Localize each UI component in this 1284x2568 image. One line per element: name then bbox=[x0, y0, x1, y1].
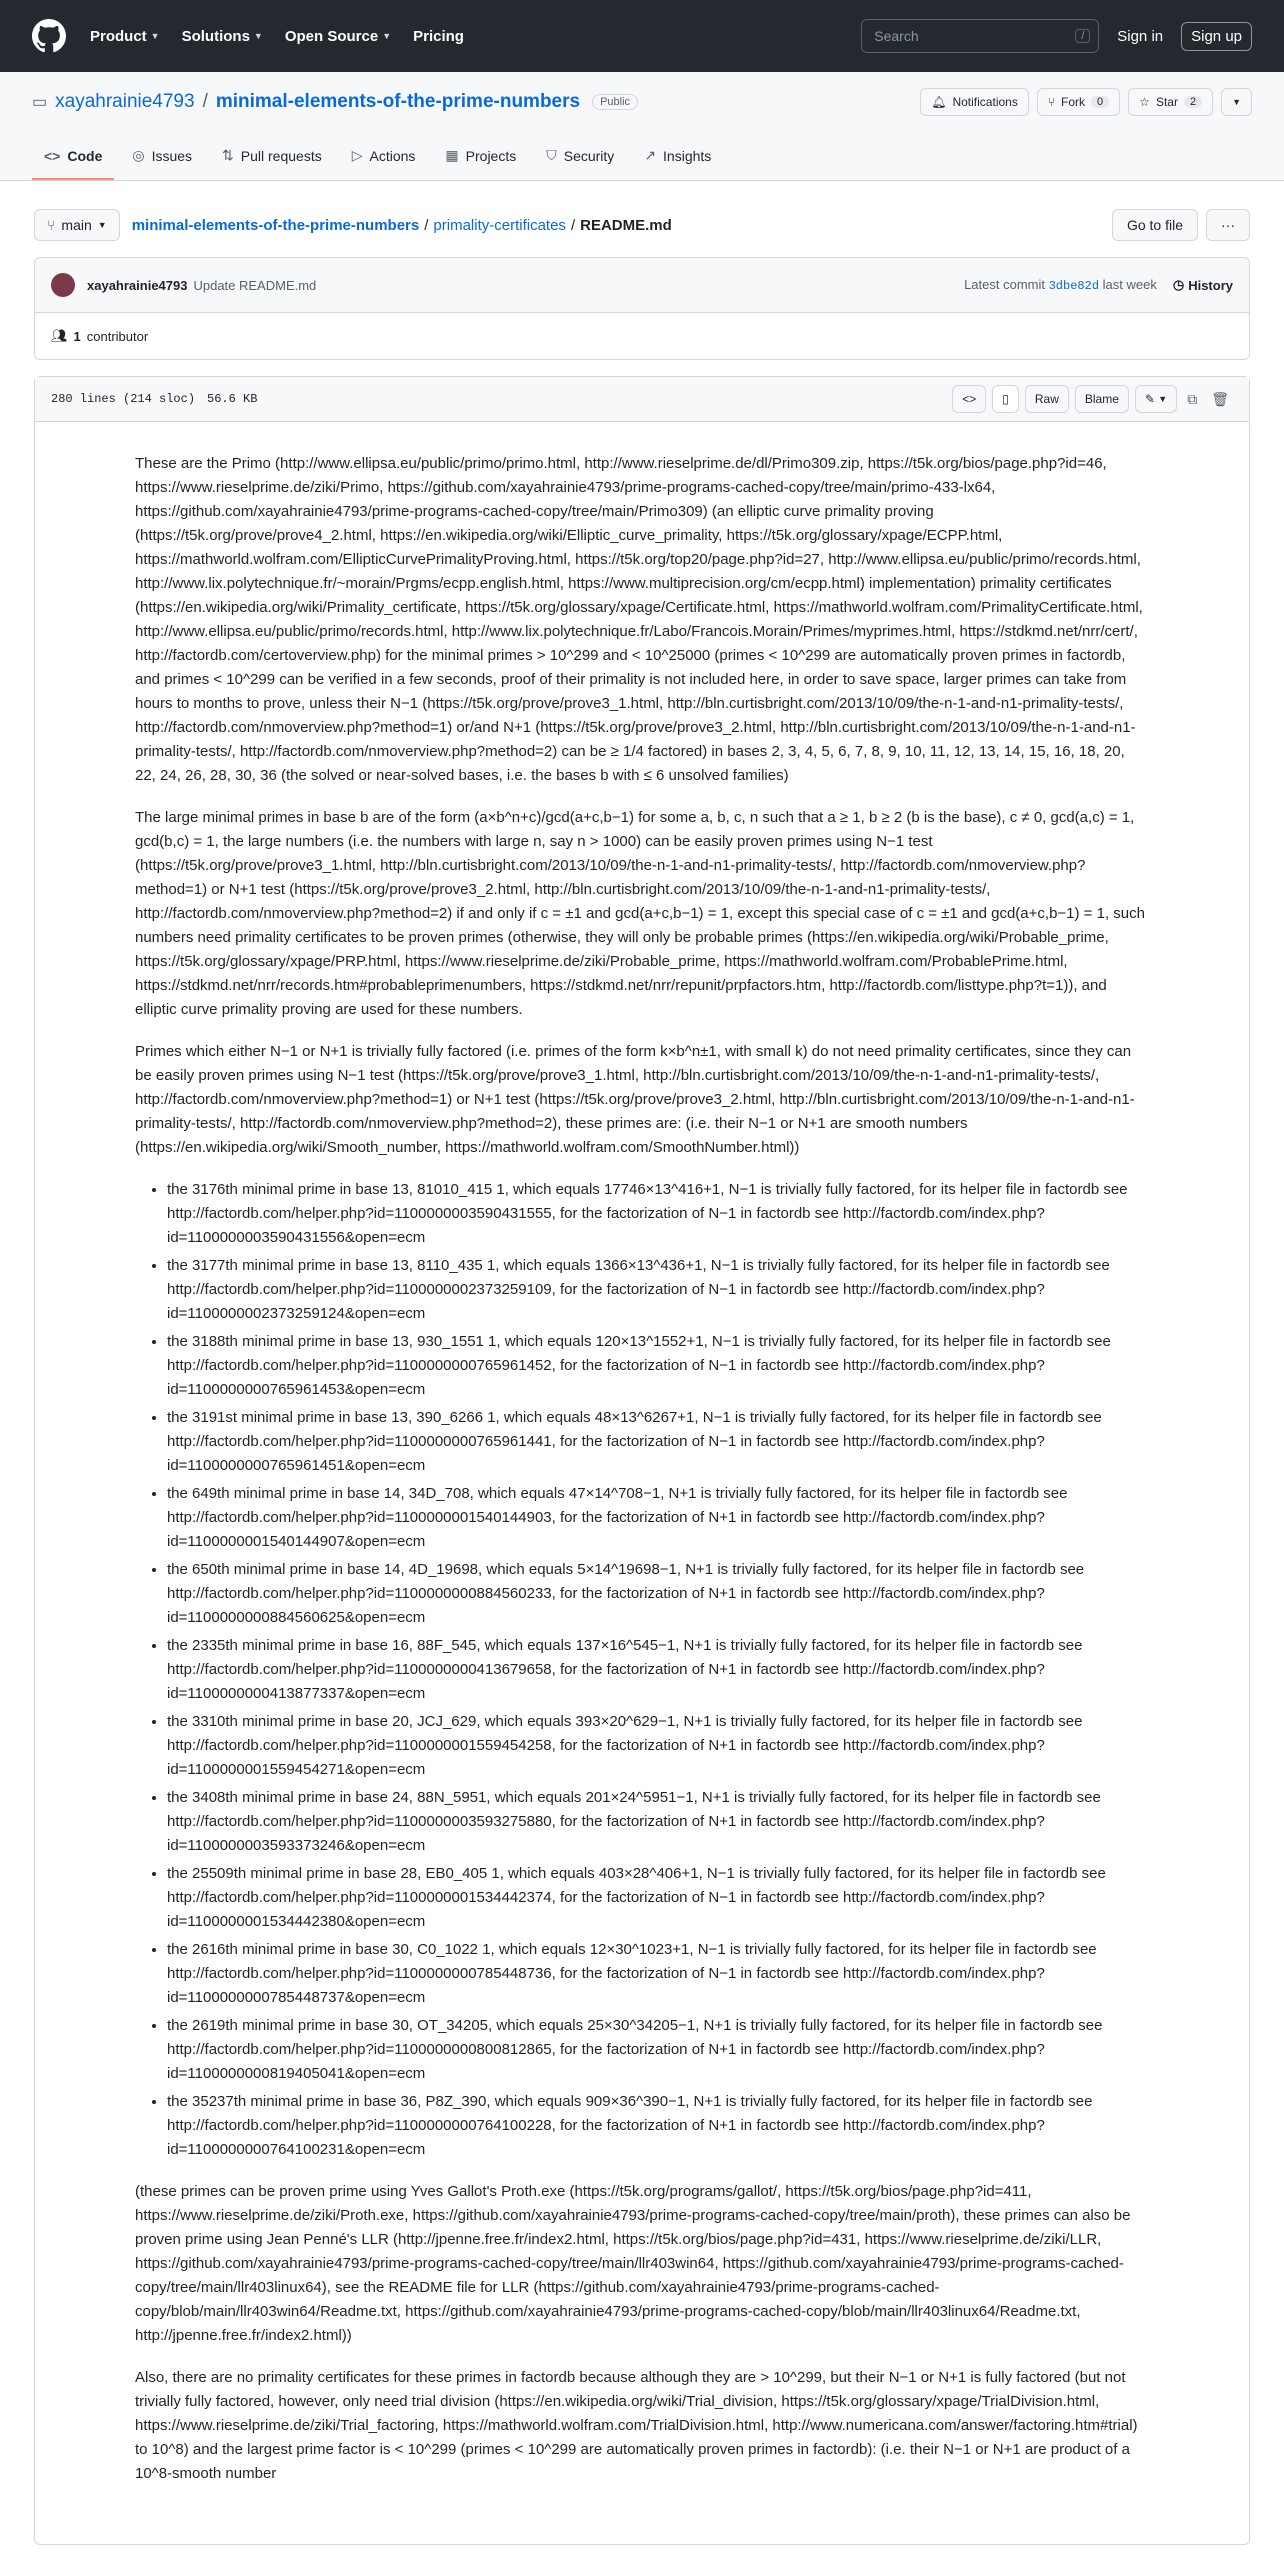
chevron-down-icon: ▼ bbox=[382, 31, 392, 41]
global-nav bbox=[90, 28, 464, 45]
global-header bbox=[0, 0, 1284, 72]
repo-icon: ▭ bbox=[32, 94, 48, 111]
readme-paragraph: These are the Primo (http://www.ellipsa.eu/public/primo/primo.html, http://www.rieselprime.de/dl/Primo309.zip, https://t5k.org/bios/page.php?id=46, https://www.rieselprime.de/ziki/Primo, https://github.com/xayahrainie4793/prime-programs-cached-copy/tree/main/primo-433-lx64, https://github.com/xayahrainie4793/prime-programs-cached-copy/tree/main/Primo309) (an elliptic curve primality proving (https://t5k.org/prove/prove4_2.html, https://en.wikipedia.org/wiki/Elliptic_curve_primality, https://t5k.org/glossary/xpage/ECPP.html, https://mathworld.wolfram.com/EllipticCurvePrimalityProving.html, https://t5k.org/top20/page.php?id=27, http://www.ellipsa.eu/public/primo/records.html, http://www.lix.polytechnique.fr/~morain/Prgms/ecpp.english.html, https://www.multiprecision.org/cm/ecpp.html) implementation) primality certificates (https://en.wikipedia.org/wiki/Primality_certificate, https://t5k.org/glossary/xpage/Certificate.html, https://mathworld.wolfram.com/PrimalityCertificate.html, http://www.ellipsa.eu/public/primo/records.html, http://www.lix.polytechnique.fr/Labo/Francois.Morain/Primes/myprimes.html, https://stdkmd.net/nrr/cert/, http://factordb.com/certoverview.php) for the minimal primes > 10^299 and < 10^25000 (primes < 10^299 are automatically proven primes in factordb, and primes < 10^299 can be verified in a few seconds, proof of their primality is not included here, in order to save space, larger primes can take from hours to months to prove, unless their N−1 (https://t5k.org/prove/prove3_1.html, http://bln.curtisbright.com/2013/10/09/the-n-1-and-n1-primality-tests/, http://factordb.com/nmoverview.php?method=1) or/and N+1 (https://t5k.org/prove/prove3_2.html, http://bln.curtisbright.com/2013/10/09/the-n-1-and-n1-primality-tests/, http://factordb.com/nmoverview.php?method=2) can be ≥ 1/4 factored) in bases 2, 3, 4, 5, 6, 7, 8, 9, 10, 11, 12, 13, 14, 15, 16, 18, 20, 22, 24, 26, 28, 30, 36 (the solved or near-solved bases, i.e. the bases b with ≤ 6 unsolved families) bbox=[135, 455, 1143, 784]
star-button[interactable] bbox=[1128, 88, 1213, 116]
play-icon: ▷ bbox=[351, 147, 363, 163]
prime-list bbox=[135, 1178, 1149, 2162]
file-navigation bbox=[34, 193, 1250, 257]
chevron-down-icon: ▼ bbox=[1158, 394, 1168, 404]
branch-icon: ⑂ bbox=[47, 217, 56, 233]
tab-label: Actions bbox=[369, 147, 416, 164]
star-label: Star bbox=[1155, 95, 1178, 109]
copy-icon[interactable]: ⧉ bbox=[1187, 390, 1198, 407]
file-toolbar bbox=[35, 377, 1249, 422]
star-count: 2 bbox=[1184, 96, 1202, 108]
github-logo-icon[interactable] bbox=[32, 19, 66, 53]
tab-issues[interactable] bbox=[120, 147, 204, 180]
tab-security[interactable] bbox=[534, 147, 626, 180]
graph-icon: ↗ bbox=[644, 147, 657, 163]
fork-icon: ⑂ bbox=[1047, 95, 1056, 109]
file-icon: ▯ bbox=[1002, 392, 1009, 406]
list-item: • the 3408th minimal prime in base 24, 88N_5951, which equals 201×24^5951−1, N+1 is trivially fully factored, for its helper file in factordb see http://factordb.com/helper.php?id=1100000003593275880, for the factorization of N+1 in factordb see http://factordb.com/index.php?id=1100000003593373246&open=ecm bbox=[167, 1786, 1149, 1858]
list-item: • the 650th minimal prime in base 14, 4D_19698, which equals 5×14^19698−1, N+1 is trivially fully factored, for its helper file in factordb see http://factordb.com/helper.php?id=1100000000884560233, for the factorization of N+1 in factordb see http://factordb.com/index.php?id=1100000000884560625&open=ecm bbox=[167, 1558, 1149, 1630]
tab-label: Security bbox=[563, 147, 615, 164]
search-placeholder: Search bbox=[874, 28, 919, 44]
breadcrumb-repo[interactable]: minimal-elements-of-the-prime-numbers bbox=[131, 216, 420, 234]
notifications-label: Notifications bbox=[952, 95, 1018, 109]
people-icon: 👥︎ bbox=[51, 328, 68, 343]
path-separator: / bbox=[202, 91, 208, 112]
branch-select[interactable] bbox=[34, 209, 120, 241]
pull-request-icon: ⇅ bbox=[222, 147, 234, 163]
table-icon: ▦ bbox=[445, 147, 459, 163]
edit-button[interactable] bbox=[1135, 385, 1177, 413]
more-options-button[interactable]: ··· bbox=[1206, 209, 1250, 241]
path-separator: / bbox=[424, 216, 429, 234]
list-item: • the 2619th minimal prime in base 30, OT_34205, which equals 25×30^34205−1, N+1 is trivially fully factored, for its helper file in factordb see http://factordb.com/helper.php?id=1100000000800812865, for the factorization of N+1 in factordb see http://factordb.com/index.php?id=1100000000819405041&open=ecm bbox=[167, 2014, 1149, 2086]
history-label: History bbox=[1188, 277, 1233, 293]
search-input[interactable] bbox=[861, 19, 1099, 53]
line-count: 280 lines (214 sloc) bbox=[51, 392, 196, 406]
clock-icon: ◷ bbox=[1172, 277, 1185, 292]
star-icon: ☆ bbox=[1139, 95, 1150, 109]
code-icon: <> bbox=[44, 148, 61, 164]
contributors-row[interactable] bbox=[35, 313, 1249, 359]
latest-commit-label: Latest commit bbox=[964, 277, 1045, 292]
tab-label: Projects bbox=[465, 147, 517, 164]
path-separator: / bbox=[570, 216, 576, 234]
list-item: • the 649th minimal prime in base 14, 34D_708, which equals 47×14^708−1, N+1 is trivially fully factored, for its helper file in factordb see http://factordb.com/helper.php?id=1100000001540144903, for the factorization of N+1 in factordb see http://factordb.com/index.php?id=1100000001540144907&open=ecm bbox=[167, 1482, 1149, 1554]
readme-paragraph: (these primes can be proven prime using Yves Gallot's Proth.exe (https://t5k.org/programs/gallot/, https://t5k.org/bios/page.php?id=411, https://www.rieselprime.de/ziki/Proth.exe, https://github.com/xayahrainie4793/prime-programs-cached-copy/tree/main/proth), these primes can also be proven prime using Jean Penné's LLR (http://jpenne.free.fr/index2.html, https://t5k.org/bios/page.php?id=431, https://www.rieselprime.de/ziki/LLR, https://github.com/xayahrainie4793/prime-programs-cached-copy/tree/main/llr403win64, https://github.com/xayahrainie4793/prime-programs-cached-copy/tree/main/llr403linux64), see the README file for LLR (https://github.com/xayahrainie4793/prime-programs-cached-copy/blob/main/llr403win64/Readme.txt, https://github.com/xayahrainie4793/prime-programs-cached-copy/blob/main/llr403linux64/Readme.txt, http://jpenne.free.fr/index2.html)) bbox=[135, 2183, 1131, 2344]
blame-button[interactable]: Blame bbox=[1075, 385, 1129, 413]
breadcrumb-file: README.md bbox=[580, 216, 672, 234]
tab-code[interactable] bbox=[32, 148, 114, 180]
issue-icon: ◎ bbox=[132, 147, 145, 163]
file-viewer bbox=[34, 376, 1250, 2545]
tab-insights[interactable] bbox=[632, 147, 723, 180]
tab-actions[interactable] bbox=[340, 147, 428, 180]
star-dropdown-button[interactable] bbox=[1221, 88, 1252, 116]
repo-header bbox=[0, 72, 1284, 181]
readme-paragraph: The large minimal primes in base b are of the form (a×b^n+c)/gcd(a+c,b−1) for some a, b, c, n such that a ≥ 1, b ≥ 2 (b is the base), c ≠ 0, gcd(a,c) = 1, gcd(b,c) = 1, the large numbers (i.e. the numbers with large n, say n > 1000) can be easily proven primes using N−1 test (https://t5k.org/prove/prove3_1.html, http://bln.curtisbright.com/2013/10/09/the-n-1-and-n1-primality-tests/, http://factordb.com/nmoverview.php?method=1) or N+1 test (https://t5k.org/prove/prove3_2.html, http://bln.curtisbright.com/2013/10/09/the-n-1-and-n1-primality-tests/, http://factordb.com/nmoverview.php?method=2) if and only if c = ±1 and gcd(a+c,b−1) = 1, except this special case of c = ±1 and gcd(a+c,b−1) = 1, such numbers need primality certificates to be proven primes (otherwise, they will only be probable primes (https://en.wikipedia.org/wiki/Probable_prime, https://t5k.org/glossary/xpage/PRP.html, https://www.rieselprime.de/ziki/Probable_prime, https://mathworld.wolfram.com/ProbablePrime.html, https://stdkmd.net/nrr/records.htm#probableprimenumbers, https://stdkmd.net/nrr/repunit/prpfactors.htm, http://factordb.com/listtype.php?t=1)), and elliptic curve primality proving are used for these numbers. bbox=[135, 809, 1145, 1018]
repo-name-link[interactable]: minimal-elements-of-the-prime-numbers bbox=[215, 91, 581, 112]
readme-paragraph: Primes which either N−1 or N+1 is trivially fully factored (i.e. primes of the form k×b^n±1, with small k) do not need primality certificates, since they can be easily proven primes using N−1 test (https://t5k.org/prove/prove3_1.html, http://bln.curtisbright.com/2013/10/09/the-n-1-and-n1-primality-tests/, http://factordb.com/nmoverview.php?method=1) or N+1 test (https://t5k.org/prove/prove3_2.html, http://bln.curtisbright.com/2013/10/09/the-n-1-and-n1-primality-tests/, http://factordb.com/nmoverview.php?method=2), these primes are: (i.e. their N−1 or N+1 are smooth numbers (https://en.wikipedia.org/wiki/Smooth_number, https://mathworld.wolfram.com/SmoothNumber.html)) bbox=[135, 1043, 1135, 1156]
chevron-down-icon: ▼ bbox=[150, 31, 160, 41]
repo-tabs bbox=[32, 132, 1252, 180]
bell-icon: 🔔︎ bbox=[931, 95, 947, 109]
list-item: • the 3177th minimal prime in base 13, 8110_435 1, which equals 1366×13^436+1, N−1 is trivially fully factored, for its helper file in factordb see http://factordb.com/helper.php?id=1100000002373259109, for the factorization of N−1 in factordb see http://factordb.com/index.php?id=1100000002373259124&open=ecm bbox=[167, 1254, 1149, 1326]
breadcrumb-dir[interactable]: primality-certificates bbox=[433, 216, 566, 234]
contributor-count: 1 bbox=[73, 328, 81, 344]
readme-paragraph: Also, there are no primality certificates for these primes in factordb because although they are > 10^299, but their N−1 or N+1 is fully factored (but not trivially fully factored, however, only need trial division (https://en.wikipedia.org/wiki/Trial_division, https://t5k.org/glossary/xpage/TrialDivision.html, https://www.rieselprime.de/ziki/Trial_factoring, https://mathworld.wolfram.com/TrialDivision.html, http://www.numericana.com/answer/factoring.htm#trial) to 10^8) and the largest prime factor is < 10^299 (primes < 10^299 are automatically proven primes in factordb): (i.e. their N−1 or N+1 are product of a 10^8-smooth number bbox=[135, 2369, 1138, 2482]
tab-label: Pull requests bbox=[240, 147, 322, 164]
list-item: • the 2616th minimal prime in base 30, C0_1022 1, which equals 12×30^1023+1, N−1 is trivially fully factored, for its helper file in factordb see http://factordb.com/helper.php?id=1100000000785448736, for the factorization of N−1 in factordb see http://factordb.com/index.php?id=1100000000785448737&open=ecm bbox=[167, 1938, 1149, 2010]
sign-up-button[interactable]: Sign up bbox=[1181, 22, 1252, 51]
source-view-button[interactable] bbox=[952, 385, 986, 413]
list-item: • the 3310th minimal prime in base 20, JCJ_629, which equals 393×20^629−1, N+1 is trivially fully factored, for its helper file in factordb see http://factordb.com/helper.php?id=1100000001559454258, for the factorization of N+1 in factordb see http://factordb.com/index.php?id=1100000001559454271&open=ecm bbox=[167, 1710, 1149, 1782]
commit-box bbox=[34, 257, 1250, 360]
contributor-label: contributor bbox=[86, 328, 149, 344]
nav-open-source[interactable]: Open Source ▼ bbox=[284, 27, 392, 45]
tab-projects[interactable] bbox=[433, 147, 528, 180]
pencil-icon: ✎ bbox=[1144, 392, 1155, 406]
rendered-view-button[interactable] bbox=[992, 385, 1019, 413]
breadcrumb bbox=[132, 217, 672, 234]
tab-label: Code bbox=[67, 148, 103, 164]
tab-label: Issues bbox=[151, 147, 193, 164]
nav-solutions[interactable]: Solutions ▼ bbox=[181, 27, 263, 45]
chevron-down-icon: ▼ bbox=[97, 220, 107, 230]
fork-label: Fork bbox=[1061, 95, 1086, 109]
commit-time: last week bbox=[1102, 277, 1157, 292]
list-item: • the 35237th minimal prime in base 36, P8Z_390, which equals 909×36^390−1, N+1 is trivially fully factored, for its helper file in factordb see http://factordb.com/helper.php?id=1100000000764100228, for the factorization of N+1 in factordb see http://factordb.com/index.php?id=1100000000764100231&open=ecm bbox=[167, 2090, 1149, 2162]
list-item: • the 3188th minimal prime in base 13, 930_1551 1, which equals 120×13^1552+1, N−1 is trivially fully factored, for its helper file in factordb see http://factordb.com/helper.php?id=1100000000765961452, for the factorization of N−1 in factordb see http://factordb.com/index.php?id=1100000000765961453&open=ecm bbox=[167, 1330, 1149, 1402]
shield-icon: ⛉ bbox=[546, 147, 557, 163]
list-item: • the 3191st minimal prime in base 13, 390_6266 1, which equals 48×13^6267+1, N−1 is trivially fully factored, for its helper file in factordb see http://factordb.com/helper.php?id=1100000000765961441, for the factorization of N−1 in factordb see http://factordb.com/index.php?id=1100000000765961451&open=ecm bbox=[167, 1406, 1149, 1478]
tab-label: Insights bbox=[663, 147, 712, 164]
commit-message[interactable]: Update README.md bbox=[193, 277, 317, 293]
code-icon: <> bbox=[962, 392, 977, 406]
go-to-file-button[interactable]: Go to file bbox=[1112, 209, 1198, 241]
fork-count: 0 bbox=[1091, 96, 1109, 108]
file-size: 56.6 KB bbox=[207, 392, 258, 406]
nav-pricing[interactable]: Pricing bbox=[413, 27, 464, 45]
nav-product[interactable]: Product ▼ bbox=[90, 27, 160, 45]
tab-pull-requests[interactable] bbox=[210, 147, 334, 180]
branch-name: main bbox=[61, 217, 92, 233]
repo-owner-link[interactable]: xayahrainie4793 bbox=[55, 91, 195, 112]
history-link[interactable] bbox=[1173, 277, 1233, 293]
visibility-badge: Public bbox=[592, 94, 638, 110]
list-item: • the 25509th minimal prime in base 28, EB0_405 1, which equals 403×28^406+1, N−1 is trivially fully factored, for its helper file in factordb see http://factordb.com/helper.php?id=1100000001534442374, for the factorization of N−1 in factordb see http://factordb.com/index.php?id=1100000001534442380&open=ecm bbox=[167, 1862, 1149, 1934]
commit-sha[interactable]: 3dbe82d bbox=[1048, 279, 1100, 293]
avatar[interactable] bbox=[51, 273, 75, 297]
chevron-down-icon: ▼ bbox=[1232, 97, 1241, 107]
chevron-down-icon: ▼ bbox=[253, 31, 263, 41]
trash-icon[interactable]: 🗑︎ bbox=[1211, 390, 1229, 407]
latest-commit-info bbox=[964, 277, 1157, 293]
search-shortcut-key: / bbox=[1075, 29, 1090, 43]
list-item: • the 2335th minimal prime in base 16, 88F_545, which equals 137×16^545−1, N+1 is trivially fully factored, for its helper file in factordb see http://factordb.com/helper.php?id=1100000000413679658, for the factorization of N+1 in factordb see http://factordb.com/index.php?id=1100000000413877337&open=ecm bbox=[167, 1634, 1149, 1706]
fork-button[interactable] bbox=[1037, 88, 1120, 116]
readme-content bbox=[35, 422, 1249, 2544]
list-item: • the 3176th minimal prime in base 13, 81010_415 1, which equals 17746×13^416+1, N−1 is trivially fully factored, for its helper file in factordb see http://factordb.com/helper.php?id=1100000003590431555, for the factorization of N−1 in factordb see http://factordb.com/index.php?id=1100000003590431556&open=ecm bbox=[167, 1178, 1149, 1250]
raw-button[interactable]: Raw bbox=[1025, 385, 1069, 413]
commit-author[interactable]: xayahrainie4793 bbox=[87, 277, 188, 293]
sign-in-link[interactable]: Sign in bbox=[1117, 27, 1164, 45]
notifications-button[interactable] bbox=[920, 88, 1029, 116]
